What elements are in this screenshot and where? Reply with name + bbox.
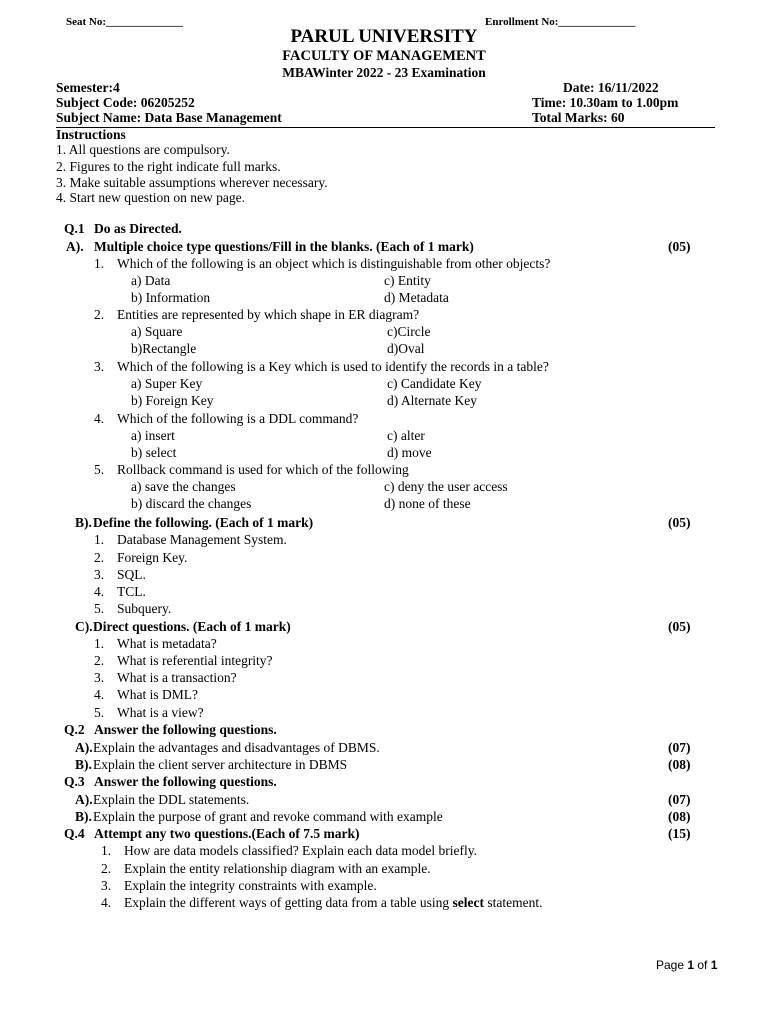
q1b-label: B). xyxy=(75,515,92,530)
mcq-question: Which of the following is a Key which is used to identify the records in a table? xyxy=(117,359,549,374)
q3a-text: Explain the DDL statements. xyxy=(93,792,250,807)
exam-title: MBAWinter 2022 - 23 Examination xyxy=(282,65,486,80)
q2-label: Q.2 xyxy=(64,722,85,737)
mcq-option: c)Circle xyxy=(387,324,431,339)
q3a-label: A). xyxy=(75,792,93,807)
instruction-item: 3. Make suitable assumptions wherever necessary. xyxy=(56,175,328,190)
mcq-option: d) move xyxy=(387,445,432,460)
q3b-marks: (08) xyxy=(668,809,691,824)
q1b-marks: (05) xyxy=(668,515,691,530)
list-item-keyword: select xyxy=(452,895,485,910)
list-item xyxy=(124,895,543,911)
mcq-option: a) save the changes xyxy=(131,479,236,494)
seat-no-field: Seat No:______________ xyxy=(66,16,184,28)
list-item-text-before: Explain the different ways of getting data from a table using xyxy=(124,895,453,910)
university-title: PARUL UNIVERSITY xyxy=(290,26,478,47)
list-number: 4. xyxy=(94,584,105,599)
q1a-label: A). xyxy=(66,239,84,254)
q2b-text: Explain the client server architecture in DBMS xyxy=(93,757,348,772)
mcq-option: a) Square xyxy=(131,324,183,339)
subject-code: Subject Code: 06205252 xyxy=(56,95,195,110)
exam-date: Date: 16/11/2022 xyxy=(563,80,659,95)
list-item: What is referential integrity? xyxy=(117,653,273,668)
list-item-text-after: statement. xyxy=(484,895,543,910)
q2b-label: B). xyxy=(75,757,92,772)
list-number: 3. xyxy=(101,878,112,893)
q2a-marks: (07) xyxy=(668,740,691,755)
q1b-title: Define the following. (Each of 1 mark) xyxy=(93,515,314,530)
q2b-marks: (08) xyxy=(668,757,691,772)
mcq-option: c) Entity xyxy=(384,273,431,288)
q1a-title: Multiple choice type questions/Fill in the blanks. (Each of 1 mark) xyxy=(94,239,474,254)
list-number: 5. xyxy=(94,601,105,616)
list-number: 2. xyxy=(94,653,105,668)
faculty-title: FACULTY OF MANAGEMENT xyxy=(282,48,486,64)
page-number: 1 xyxy=(687,958,695,972)
instructions-title: Instructions xyxy=(56,127,126,142)
subject-name: Subject Name: Data Base Management xyxy=(56,110,282,125)
mcq-option: b) discard the changes xyxy=(131,496,252,511)
q3a-marks: (07) xyxy=(668,792,691,807)
list-item: What is a transaction? xyxy=(117,670,237,685)
q3-title: Answer the following questions. xyxy=(94,774,277,789)
list-number: 1. xyxy=(101,843,112,858)
mcq-option: c) deny the user access xyxy=(384,479,508,494)
mcq-number: 4. xyxy=(94,411,105,426)
q1c-title: Direct questions. (Each of 1 mark) xyxy=(93,619,291,634)
mcq-option: a) insert xyxy=(131,428,175,443)
q1a-marks: (05) xyxy=(668,239,691,254)
enrollment-no-field: Enrollment No:______________ xyxy=(485,16,636,28)
list-number: 2. xyxy=(101,861,112,876)
list-item: TCL. xyxy=(117,584,146,599)
exam-time: Time: 10.30am to 1.00pm xyxy=(532,95,679,110)
q3b-text: Explain the purpose of grant and revoke command with example xyxy=(93,809,443,824)
list-item: Database Management System. xyxy=(117,532,287,547)
mcq-option: d) none of these xyxy=(384,496,471,511)
instruction-item: 1. All questions are compulsory. xyxy=(56,142,230,157)
list-item: Explain the integrity constraints with example. xyxy=(124,878,377,893)
q4-marks: (15) xyxy=(668,826,691,841)
mcq-question: Which of the following is an object which is distinguishable from other objects? xyxy=(117,256,551,271)
q4-label: Q.4 xyxy=(64,826,85,841)
q4-title: Attempt any two questions.(Each of 7.5 mark) xyxy=(94,826,360,841)
mcq-option: d)Oval xyxy=(387,341,425,356)
mcq-option: a) Data xyxy=(131,273,171,288)
semester: Semester:4 xyxy=(56,80,120,95)
total-marks: Total Marks: 60 xyxy=(532,110,625,125)
list-number: 5. xyxy=(94,705,105,720)
q2a-text: Explain the advantages and disadvantages of DBMS. xyxy=(93,740,380,755)
q1c-marks: (05) xyxy=(668,619,691,634)
page-word: Page xyxy=(656,958,688,972)
list-item: Explain the entity relationship diagram with an example. xyxy=(124,861,431,876)
mcq-question: Entities are represented by which shape in ER diagram? xyxy=(117,307,420,322)
instruction-item: 2. Figures to the right indicate full marks. xyxy=(56,159,281,174)
mcq-option: b) Foreign Key xyxy=(131,393,214,408)
mcq-option: d) Metadata xyxy=(384,290,449,305)
page-total: 1 xyxy=(710,958,718,972)
list-item: How are data models classified? Explain each data model briefly. xyxy=(124,843,477,858)
mcq-number: 1. xyxy=(94,256,105,271)
mcq-option: c) alter xyxy=(387,428,425,443)
mcq-option: b) Information xyxy=(131,290,211,305)
mcq-option: b)Rectangle xyxy=(131,341,197,356)
list-item: What is a view? xyxy=(117,705,204,720)
mcq-question: Rollback command is used for which of the following xyxy=(117,462,409,477)
mcq-number: 5. xyxy=(94,462,105,477)
list-item: What is DML? xyxy=(117,687,198,702)
header-divider xyxy=(56,127,715,128)
page-indicator xyxy=(656,958,717,972)
mcq-number: 3. xyxy=(94,359,105,374)
q3b-label: B). xyxy=(75,809,92,824)
q3-label: Q.3 xyxy=(64,774,85,789)
list-item: SQL. xyxy=(117,567,146,582)
list-number: 4. xyxy=(101,895,112,910)
list-item: Subquery. xyxy=(117,601,172,616)
mcq-number: 2. xyxy=(94,307,105,322)
list-number: 2. xyxy=(94,550,105,565)
list-number: 3. xyxy=(94,670,105,685)
list-number: 4. xyxy=(94,687,105,702)
q2-title: Answer the following questions. xyxy=(94,722,277,737)
q1-label: Q.1 xyxy=(64,221,85,236)
list-number: 1. xyxy=(94,636,105,651)
list-number: 3. xyxy=(94,567,105,582)
of-word: of xyxy=(694,958,711,972)
q1-title: Do as Directed. xyxy=(94,221,182,236)
list-item: Foreign Key. xyxy=(117,550,188,565)
q2a-label: A). xyxy=(75,740,93,755)
mcq-question: Which of the following is a DDL command? xyxy=(117,411,359,426)
mcq-option: c) Candidate Key xyxy=(387,376,482,391)
mcq-option: b) select xyxy=(131,445,177,460)
instruction-item: 4. Start new question on new page. xyxy=(56,190,245,205)
list-number: 1. xyxy=(94,532,105,547)
q1c-label: C). xyxy=(75,619,93,634)
list-item: What is metadata? xyxy=(117,636,217,651)
mcq-option: a) Super Key xyxy=(131,376,203,391)
mcq-option: d) Alternate Key xyxy=(387,393,477,408)
